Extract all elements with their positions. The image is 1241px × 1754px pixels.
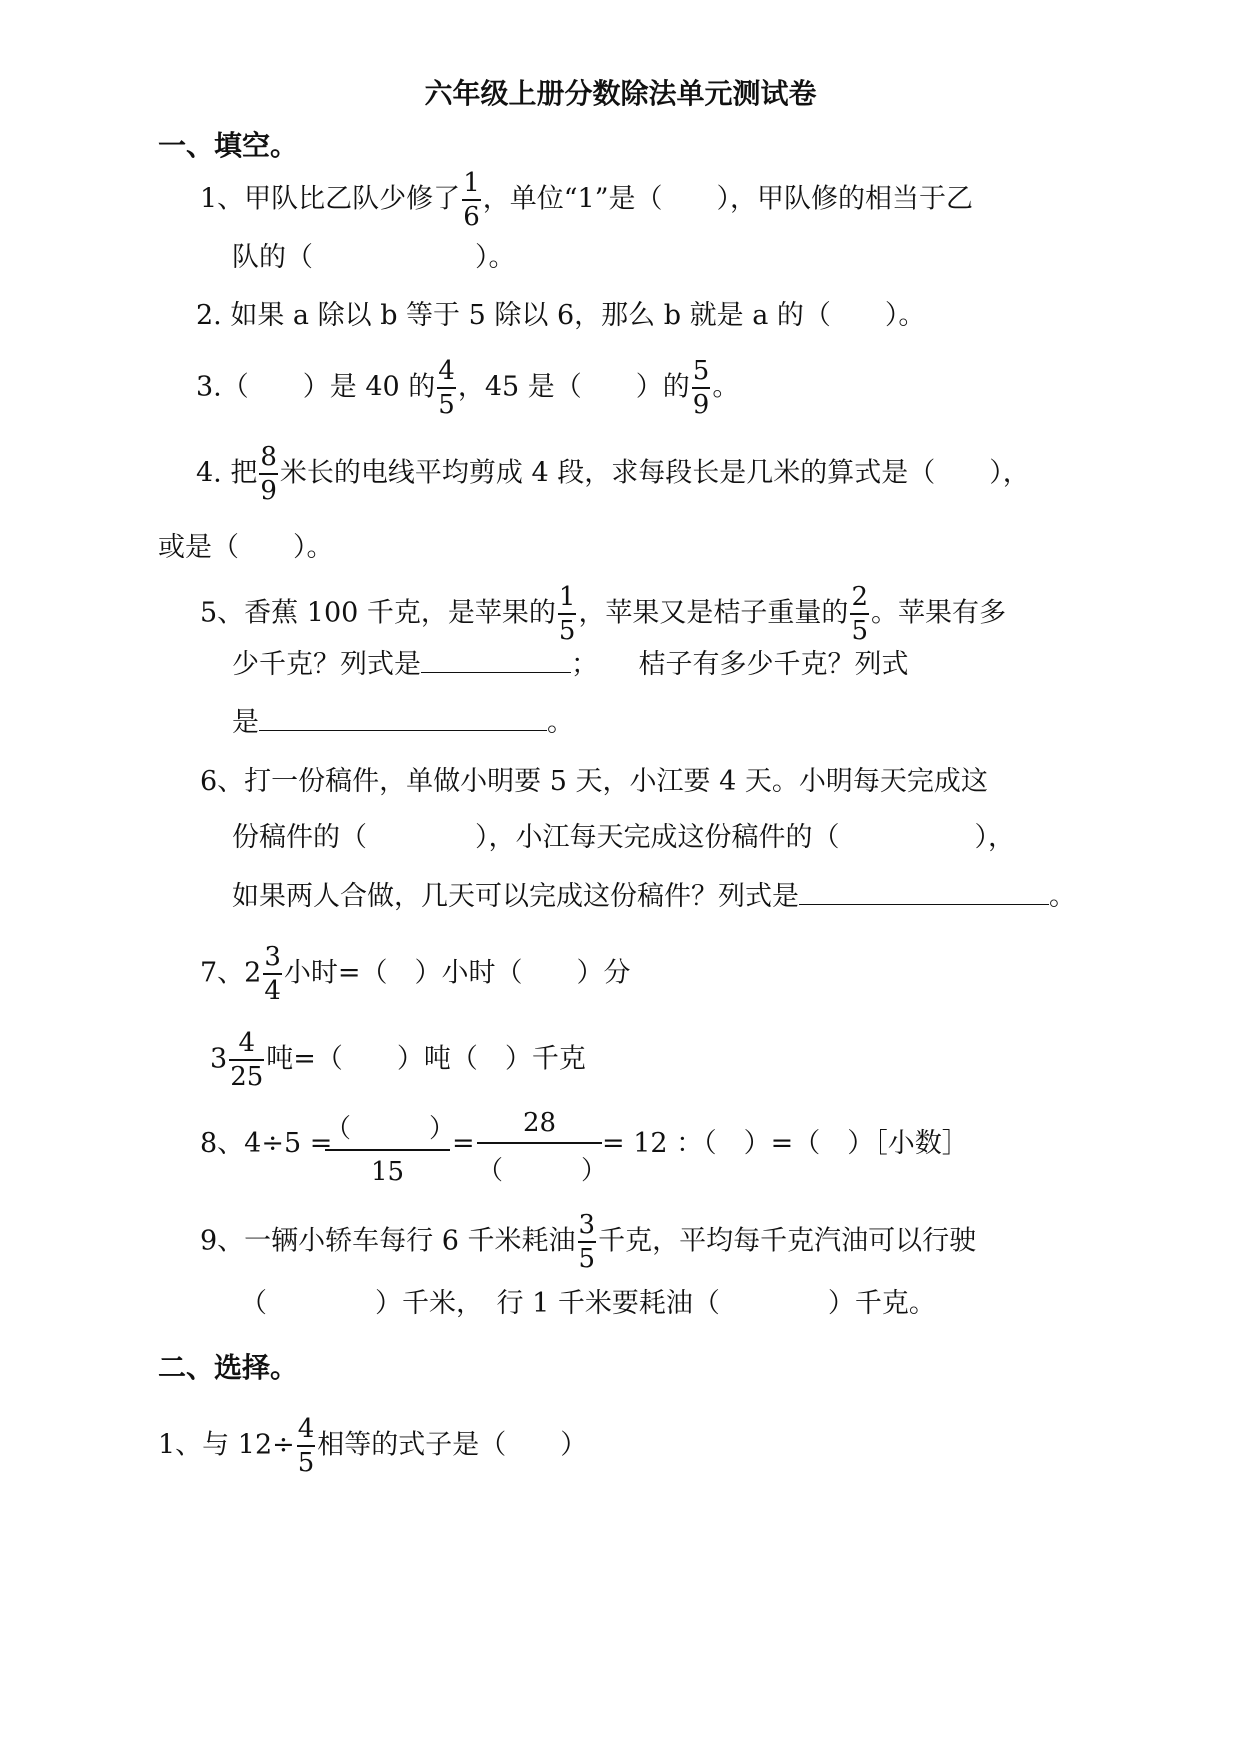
question-6-line-3 [232,878,1076,915]
question-text: 5、香蕉 100 千克，是苹果的 [200,597,556,629]
question-7 [200,944,631,1004]
question-text: 如果两人合做，几天可以完成这份稿件？列式是 [232,881,799,912]
question-3 [196,358,739,418]
fraction: $\frac{3}{4}$ [264,942,281,1006]
fraction-blank-over-15: （ ） 15 [325,1108,450,1187]
choice-question-1 [158,1416,587,1476]
fraction: $\frac{4}{5}$ [438,356,455,420]
fraction: $\frac{8}{9}$ [260,442,277,506]
fraction: $\frac{1}{6}$ [463,168,480,232]
question-8-rest: = 12 ：（ ）=（ ）［小数］ [602,1128,969,1159]
question-4 [196,444,1030,504]
fraction: $\frac{3}{5}$ [578,1210,596,1274]
question-text: 少千克？列式是 [232,649,421,680]
question-text: 9、一辆小轿车每行 6 千米耗油 [200,1225,576,1257]
question-9-line-2: （ ）千米， 行 1 千米要耗油（ ）千克。 [240,1288,936,1319]
question-text: 米长的电线平均剪成 4 段，求每段长是几米的算式是（ ）， [279,457,1030,489]
fraction-28-over-blank: 28 （ ） [477,1108,608,1186]
question-text: 小时=（ ）小时（ ）分 [283,957,631,989]
question-9 [200,1212,976,1272]
question-8-label: 8、4÷5 = [200,1128,333,1159]
section-heading-multiple-choice: 二、选择。 [158,1351,299,1384]
question-text: 吨=（ ）吨（ ）千克 [266,1043,586,1075]
question-text: 1、甲队比乙队少修了 [200,183,461,215]
question-text: 是 [232,707,259,738]
fraction: $\frac{4}{25}$ [230,1028,264,1092]
question-2: 2. 如果 a 除以 b 等于 5 除以 6，那么 b 就是 a 的（ ）。 [196,300,926,331]
question-text: 。 [547,707,574,738]
answer-blank[interactable] [799,878,1049,905]
page-title: 六年级上册分数除法单元测试卷 [424,77,817,110]
question-text: 。 [712,371,740,403]
question-5-line-3 [232,704,574,741]
fraction: $\frac{1}{5}$ [558,582,576,646]
question-5-line-2 [232,646,909,683]
question-text: 千克，平均每千克汽油可以行驶 [598,1225,977,1257]
question-text: ，45 是（ ）的 [457,371,690,403]
fraction: $\frac{2}{5}$ [851,582,868,646]
question-1 [200,170,973,230]
section-heading-fill-blank: 一、填空。 [158,129,299,162]
question-6-line-2: 份稿件的（ ），小江每天完成这份稿件的（ ）， [232,822,1015,853]
mixed-number-whole: 3 [210,1043,228,1075]
question-text: ； 桔子有多少千克？列式 [571,649,909,680]
question-text: 7、2 [200,957,262,989]
question-7-part-2 [210,1030,586,1090]
question-text: 3.（ ）是 40 的 [196,371,436,403]
question-5 [200,584,1006,644]
question-text: 。苹果有多 [870,597,1006,629]
question-4-line-2: 或是（ ）。 [158,532,334,563]
question-text: 4. 把 [196,457,258,489]
question-text: 。 [1049,881,1076,912]
answer-blank[interactable] [259,704,547,731]
question-1-line-2: 队的（ ）。 [232,242,516,273]
question-text: 1、与 12÷ [158,1429,295,1461]
question-text: ，苹果又是桔子重量的 [578,597,849,629]
fraction: $\frac{5}{9}$ [692,356,710,420]
question-text: ，单位“1”是（ ），甲队修的相当于乙 [482,183,974,215]
question-6: 6、打一份稿件，单做小明要 5 天，小江要 4 天。小明每天完成这 [200,766,988,797]
fraction: $\frac{4}{5}$ [297,1414,315,1478]
question-text: 相等的式子是（ ） [317,1429,588,1461]
answer-blank[interactable] [421,646,571,673]
equals-sign: = [452,1128,475,1159]
